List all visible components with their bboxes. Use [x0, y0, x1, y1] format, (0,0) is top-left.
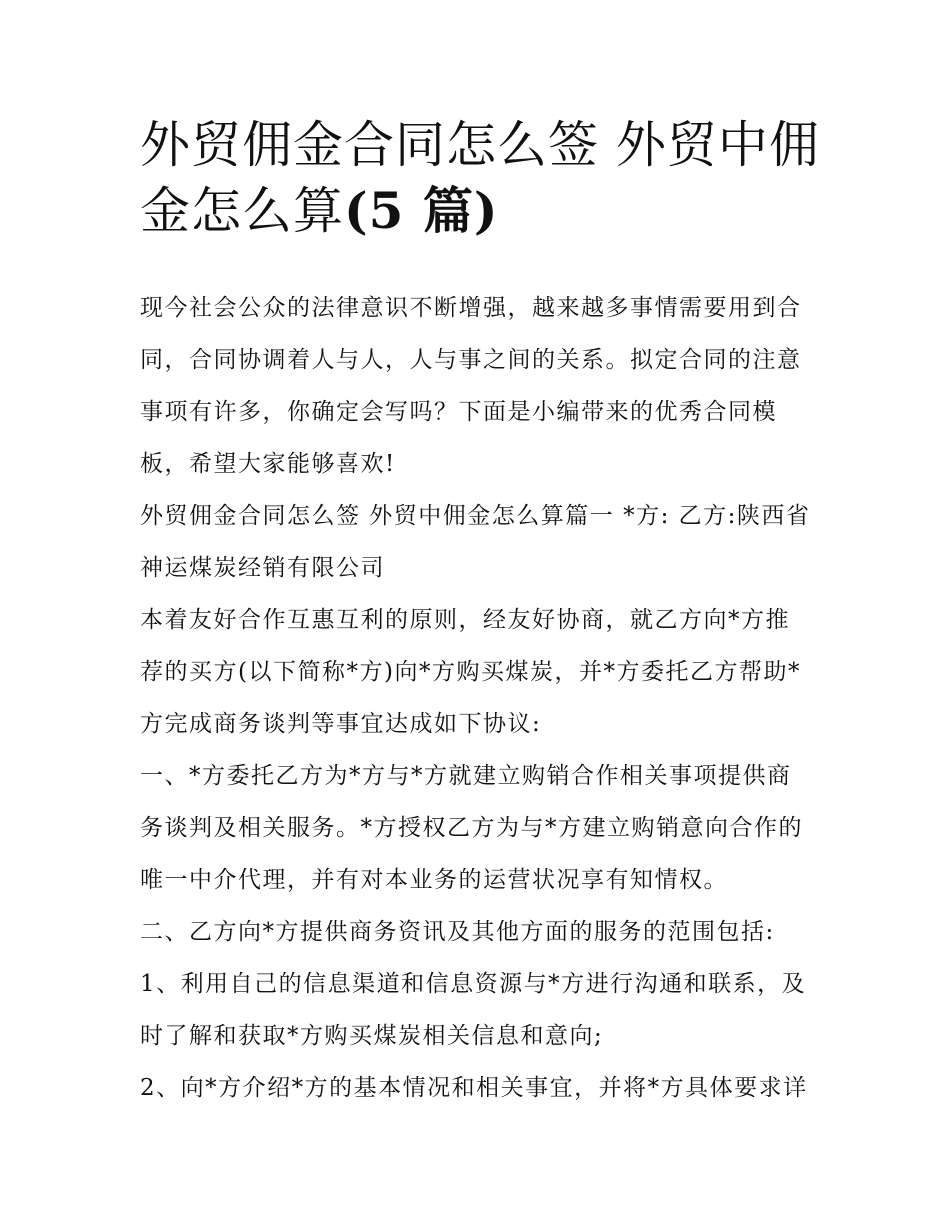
- title-line-text: 外贸佣金合同怎么签 外贸中佣: [140, 116, 820, 174]
- body-line: 事项有许多，你确定会写吗？下面是小编带来的优秀合同模: [140, 399, 777, 425]
- body-line: 二、乙方向*方提供商务资讯及其他方面的服务的范围包括:: [140, 919, 775, 945]
- document-title: [140, 112, 830, 244]
- body-line: 一、*方委托乙方为*方与*方就建立购销合作相关事项提供商: [140, 763, 792, 789]
- body-line: 外贸佣金合同怎么签 外贸中佣金怎么算篇一 *方: 乙方:陕西省: [140, 503, 811, 529]
- body-line: 时了解和获取*方购买煤炭相关信息和意向;: [140, 1023, 604, 1049]
- body-line: 务谈判及相关服务。*方授权乙方为与*方建立购销意向合作的: [140, 815, 803, 841]
- title-line-text: 金怎么算: [140, 182, 344, 240]
- body-line: 荐的买方(以下简称*方)向*方购买煤炭，并*方委托乙方帮助*: [140, 659, 801, 685]
- body-line: 现今社会公众的法律意识不断增强，越来越多事情需要用到合: [140, 295, 802, 321]
- body-line: 同，合同协调着人与人，人与事之间的关系。拟定合同的注意: [140, 347, 802, 373]
- body-line: 方完成商务谈判等事宜达成如下协议:: [140, 711, 542, 737]
- body-line: 神运煤炭经销有限公司: [140, 555, 385, 581]
- document-body: [140, 282, 830, 1114]
- body-line: 2、向*方介绍*方的基本情况和相关事宜，并将*方具体要求详: [140, 1075, 808, 1101]
- body-line: 板，希望大家能够喜欢!: [140, 451, 396, 477]
- body-line: 本着友好合作互惠互利的原则，经友好协商，就乙方向*方推: [140, 607, 790, 633]
- title-line: [140, 112, 830, 178]
- title-line: [140, 178, 830, 244]
- body-line: 唯一中介代理，并有对本业务的运营状况享有知情权。: [140, 867, 728, 893]
- title-count: (5 篇): [344, 181, 499, 240]
- body-line: 1、利用自己的信息渠道和信息资源与*方进行沟通和联系，及: [140, 971, 807, 997]
